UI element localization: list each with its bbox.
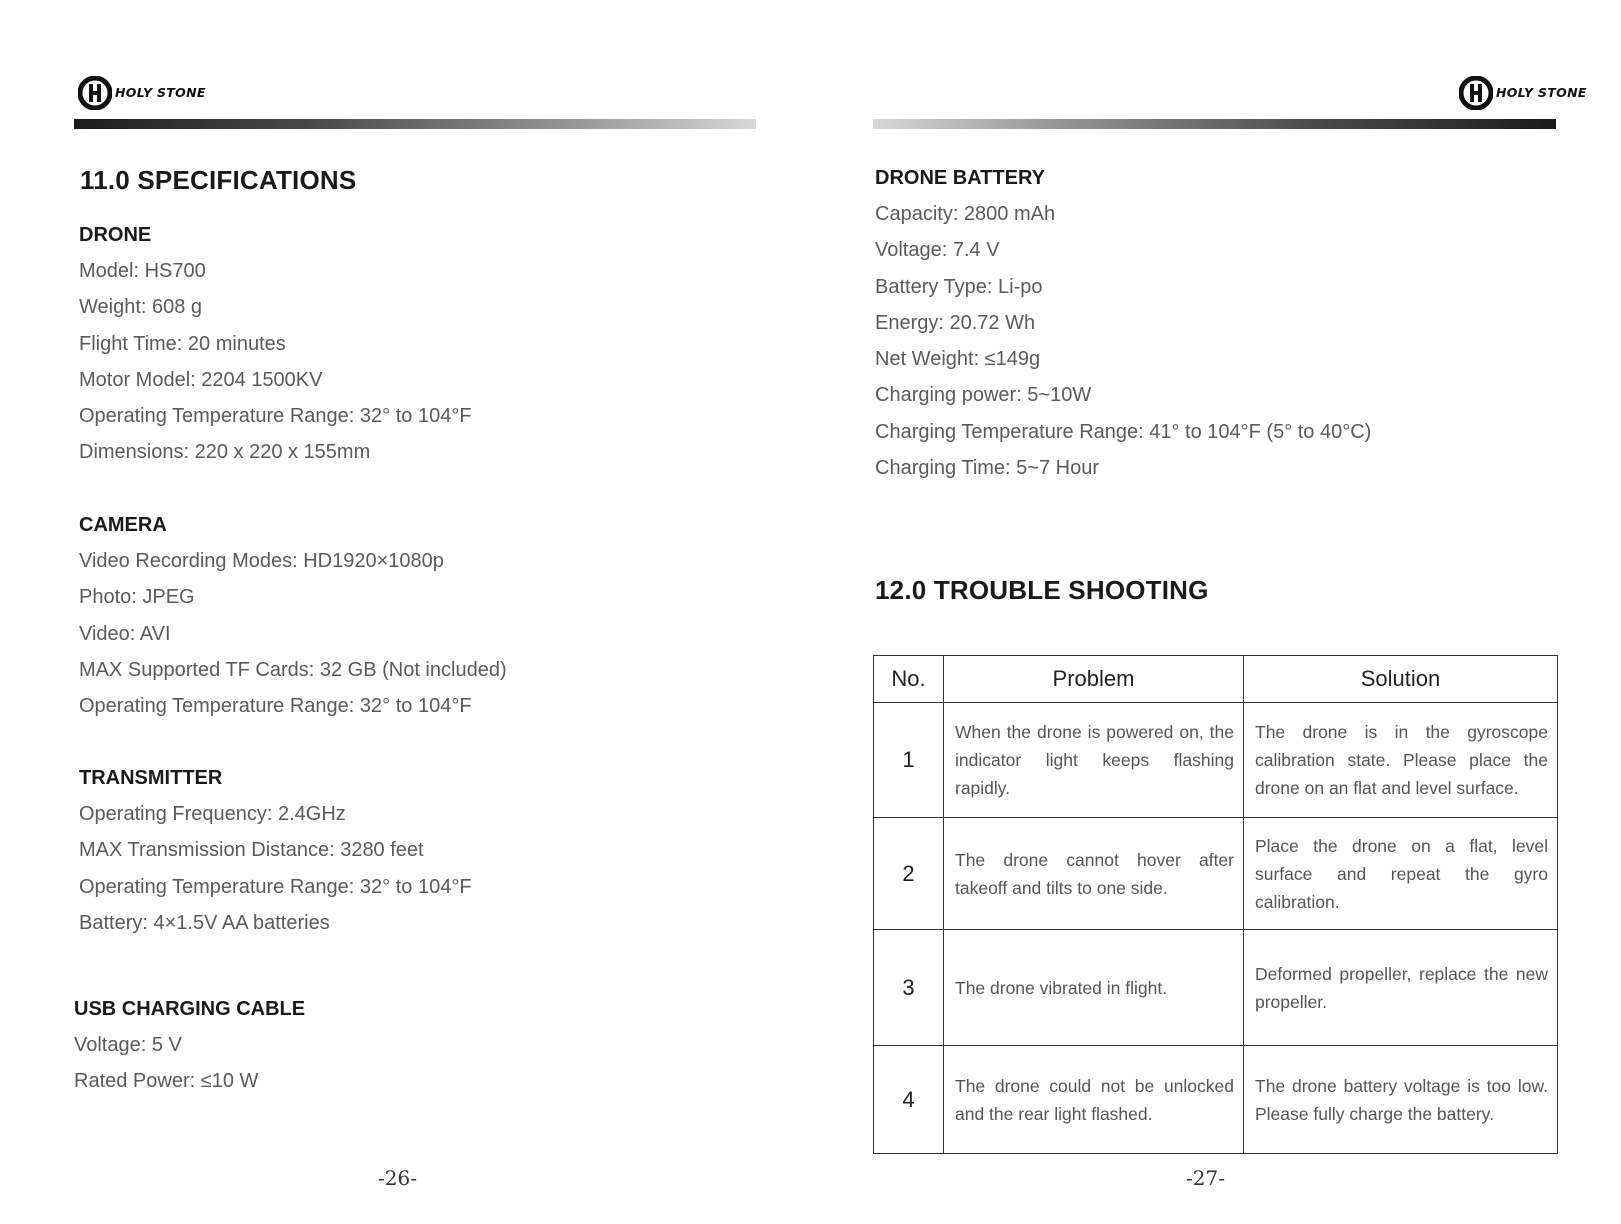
logo-text: HOLY STONE bbox=[115, 85, 206, 100]
row-number: 3 bbox=[874, 930, 944, 1046]
drone-battery-section bbox=[875, 160, 1371, 486]
logo-text: HOLY STONE bbox=[1496, 85, 1587, 100]
problem-cell: The drone could not be unlocked and the rear light flashed. bbox=[944, 1046, 1244, 1154]
spec-line: Charging Time: 5~7 Hour bbox=[875, 457, 1100, 480]
problem-cell: When the drone is powered on, the indicator light keeps flashing rapidly. bbox=[944, 703, 1244, 818]
spec-line: MAX Transmission Distance: 3280 feet bbox=[79, 839, 424, 862]
drone-section bbox=[79, 217, 472, 471]
solution-cell: The drone battery voltage is too low. Please fully charge the battery. bbox=[1244, 1046, 1558, 1154]
row-number: 4 bbox=[874, 1046, 944, 1154]
spec-line: Capacity: 2800 mAh bbox=[875, 203, 1056, 225]
spec-line: Weight: 608 g bbox=[79, 296, 203, 319]
spec-line: Rated Power: ≤10 W bbox=[74, 1070, 259, 1093]
spec-line: Energy: 20.72 Wh bbox=[875, 311, 1036, 334]
page-right bbox=[810, 0, 1621, 1224]
spec-line: MAX Supported TF Cards: 32 GB (Not included) bbox=[79, 658, 507, 681]
spec-line: Video: AVI bbox=[79, 622, 171, 645]
spec-line: Operating Temperature Range: 32° to 104°F bbox=[79, 695, 472, 718]
spec-line: Model: HS700 bbox=[79, 260, 206, 282]
spec-line: Photo: JPEG bbox=[79, 586, 195, 609]
table-row bbox=[874, 818, 1558, 930]
camera-section bbox=[79, 507, 507, 724]
table-row bbox=[874, 703, 1558, 818]
solution-cell: Place the drone on a flat, level surface and repeat the gyro calibration. bbox=[1244, 818, 1558, 930]
problem-cell: The drone vibrated in flight. bbox=[944, 930, 1244, 1046]
header-bar bbox=[873, 119, 1556, 129]
problem-cell: The drone cannot hover after takeoff and tilts to one side. bbox=[944, 818, 1244, 930]
spec-line: Battery: 4×1.5V AA batteries bbox=[79, 911, 330, 934]
spec-line: Video Recording Modes: HD1920×1080p bbox=[79, 550, 444, 572]
table-row bbox=[874, 930, 1558, 1046]
solution-cell: The drone is in the gyroscope calibration state. Please place the drone on an flat and level surface. bbox=[1244, 703, 1558, 818]
spec-line: Operating Frequency: 2.4GHz bbox=[79, 803, 346, 825]
solution-cell: Deformed propeller, replace the new propeller. bbox=[1244, 930, 1558, 1046]
camera-heading: CAMERA bbox=[79, 514, 167, 536]
spec-line: Operating Temperature Range: 32° to 104°F bbox=[79, 405, 472, 428]
troubleshooting-title: 12.0 TROUBLE SHOOTING bbox=[875, 575, 1209, 605]
spec-line: Voltage: 5 V bbox=[74, 1034, 182, 1056]
troubleshooting-table bbox=[873, 655, 1558, 1154]
holy-stone-logo bbox=[78, 76, 206, 110]
spec-line: Charging Temperature Range: 41° to 104°F (5° to 40°C) bbox=[875, 420, 1372, 443]
page-left bbox=[0, 0, 810, 1224]
table-header-row bbox=[874, 656, 1558, 703]
row-number: 1 bbox=[874, 703, 944, 818]
spec-line: Operating Temperature Range: 32° to 104°F bbox=[79, 875, 472, 898]
spec-line: Net Weight: ≤149g bbox=[875, 348, 1041, 371]
page-number: -26- bbox=[378, 1166, 417, 1190]
usb-cable-section bbox=[74, 991, 305, 1100]
holy-stone-logo bbox=[1459, 76, 1587, 110]
spec-line: Battery Type: Li-po bbox=[875, 275, 1043, 298]
spec-line: Motor Model: 2204 1500KV bbox=[79, 368, 323, 391]
drone-battery-heading: DRONE BATTERY bbox=[875, 167, 1045, 189]
table-row bbox=[874, 1046, 1558, 1154]
usb-cable-heading: USB CHARGING CABLE bbox=[74, 998, 306, 1020]
spec-line: Dimensions: 220 x 220 x 155mm bbox=[79, 441, 371, 464]
column-header-solution: Solution bbox=[1244, 656, 1558, 703]
column-header-problem: Problem bbox=[944, 656, 1244, 703]
column-header-no: No. bbox=[874, 656, 944, 703]
spec-line: Charging power: 5~10W bbox=[875, 384, 1092, 407]
page-number: -27- bbox=[1186, 1166, 1225, 1190]
transmitter-heading: TRANSMITTER bbox=[79, 767, 223, 789]
transmitter-section bbox=[79, 760, 472, 941]
logo-icon bbox=[78, 76, 112, 110]
spec-line: Voltage: 7.4 V bbox=[875, 239, 1000, 262]
header-bar bbox=[74, 119, 756, 129]
logo-icon bbox=[1459, 76, 1493, 110]
drone-heading: DRONE bbox=[79, 224, 152, 246]
spec-line: Flight Time: 20 minutes bbox=[79, 332, 286, 355]
row-number: 2 bbox=[874, 818, 944, 930]
specifications-title: 11.0 SPECIFICATIONS bbox=[80, 165, 357, 195]
